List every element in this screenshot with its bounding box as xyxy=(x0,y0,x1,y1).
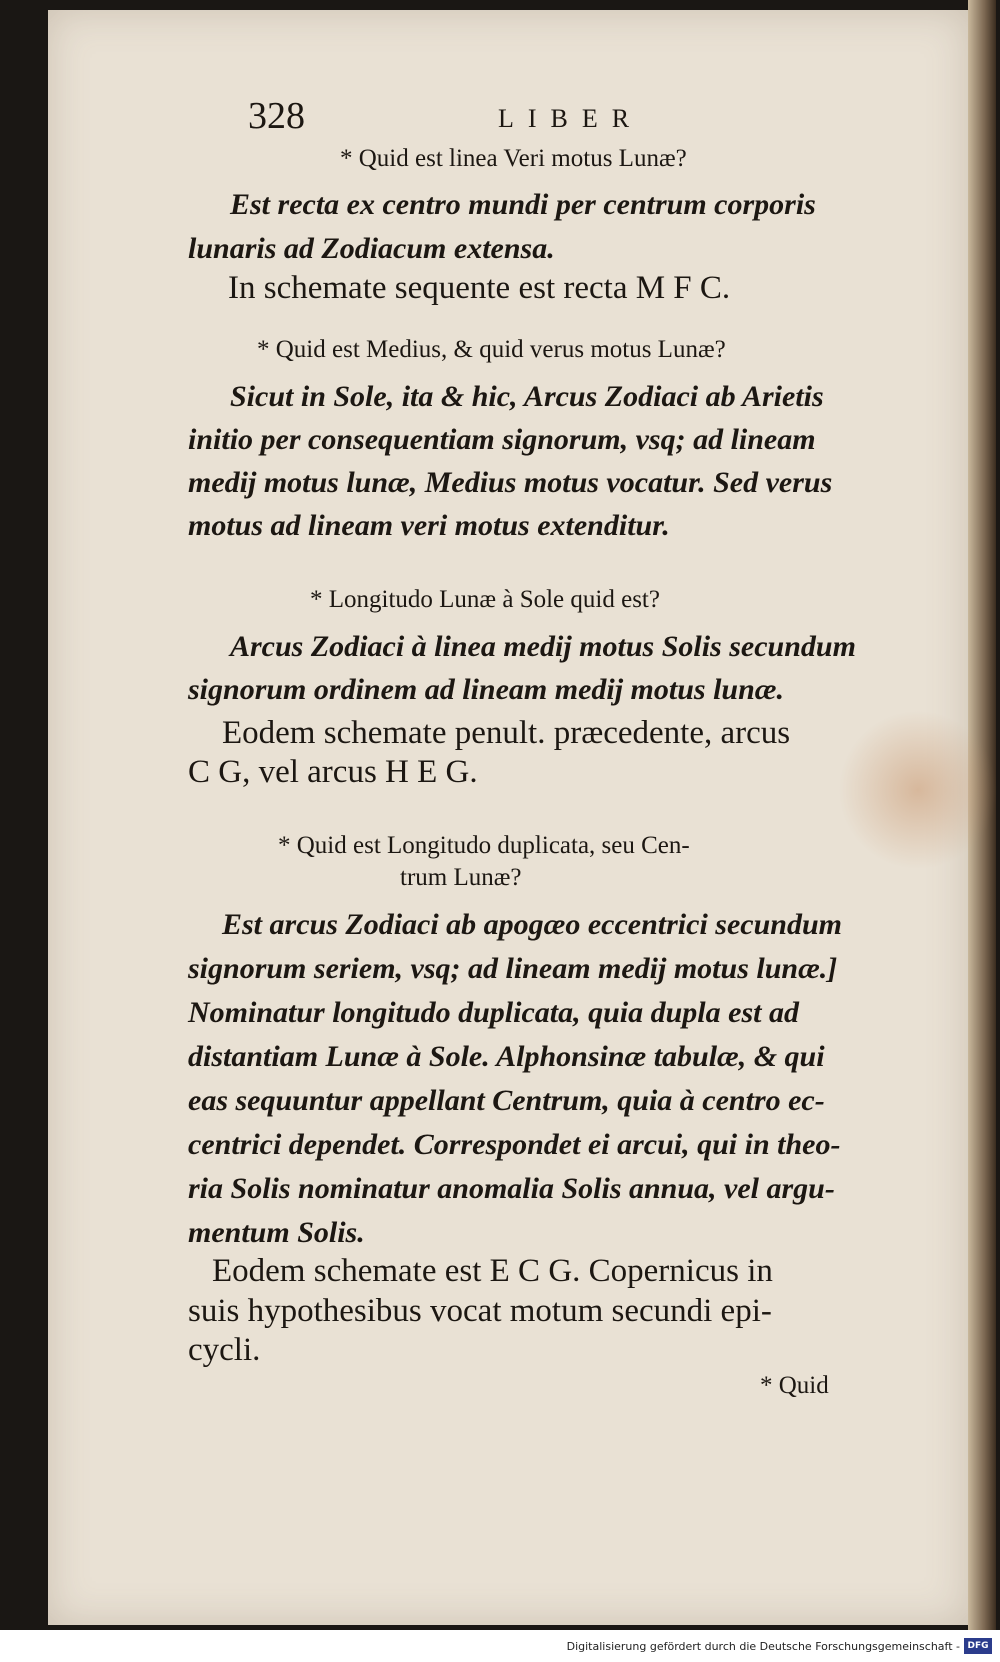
answer-line: Sicut in Sole, ita & hic, Arcus Zodiaci ab Arietis xyxy=(230,380,824,413)
paper-stain xyxy=(838,710,998,870)
answer-line: Est arcus Zodiaci ab apogæo eccentrici secundum xyxy=(222,908,842,941)
answer-line: Arcus Zodiaci à linea medij motus Solis secundum xyxy=(230,630,856,663)
footer-credit: Digitalisierung gefördert durch die Deutsche Forschungsgemeinschaft - xyxy=(566,1640,960,1653)
question-line: * Longitudo Lunæ à Sole quid est? xyxy=(310,586,660,613)
running-head xyxy=(48,94,968,144)
answer-line: Nominatur longitudo duplicata, quia dupla est ad xyxy=(188,996,799,1029)
question-line: * Quid xyxy=(760,1372,829,1399)
answer-line: signorum seriem, vsq; ad lineam medij motus lunæ.] xyxy=(188,952,838,985)
dfg-logo: DFG xyxy=(964,1638,992,1654)
question-line: * Quid est Medius, & quid verus motus Lunæ? xyxy=(257,336,726,363)
question-line: * Quid est linea Veri motus Lunæ? xyxy=(340,145,687,172)
answer-line: mentum Solis. xyxy=(188,1216,365,1249)
schema-line: Eodem schemate penult. præcedente, arcus xyxy=(222,715,791,751)
answer-line: eas sequuntur appellant Centrum, quia à centro ec- xyxy=(188,1084,825,1117)
answer-line: signorum ordinem ad lineam medij motus lunæ. xyxy=(188,673,784,706)
schema-line: In schemate sequente est recta M F C. xyxy=(228,270,731,306)
running-title: LIBER xyxy=(498,104,644,133)
page-number: 328 xyxy=(248,95,305,137)
question-line: trum Lunæ? xyxy=(400,864,522,891)
question-line: * Quid est Longitudo duplicata, seu Cen- xyxy=(278,832,690,859)
book-page xyxy=(48,10,968,1625)
answer-line: centrici dependet. Correspondet ei arcui, qui in theo- xyxy=(188,1128,841,1161)
schema-line: suis hypothesibus vocat motum secundi epi- xyxy=(188,1293,772,1329)
answer-line: lunaris ad Zodiacum extensa. xyxy=(188,232,555,265)
answer-line: initio per consequentiam signorum, vsq; ad lineam xyxy=(188,423,816,456)
answer-line: ria Solis nominatur anomalia Solis annua, vel argu- xyxy=(188,1172,835,1205)
answer-line: distantiam Lunæ à Sole. Alphonsinæ tabulæ, & qui xyxy=(188,1040,825,1073)
schema-line: cycli. xyxy=(188,1332,261,1368)
answer-line: Est recta ex centro mundi per centrum corporis xyxy=(230,188,816,221)
answer-line: medij motus lunæ, Medius motus vocatur. Sed verus xyxy=(188,466,833,499)
schema-line: C G, vel arcus H E G. xyxy=(188,754,478,790)
schema-line: Eodem schemate est E C G. Copernicus in xyxy=(212,1253,773,1289)
footer-bar xyxy=(0,1632,1000,1662)
answer-line: motus ad lineam veri motus extenditur. xyxy=(188,509,670,542)
